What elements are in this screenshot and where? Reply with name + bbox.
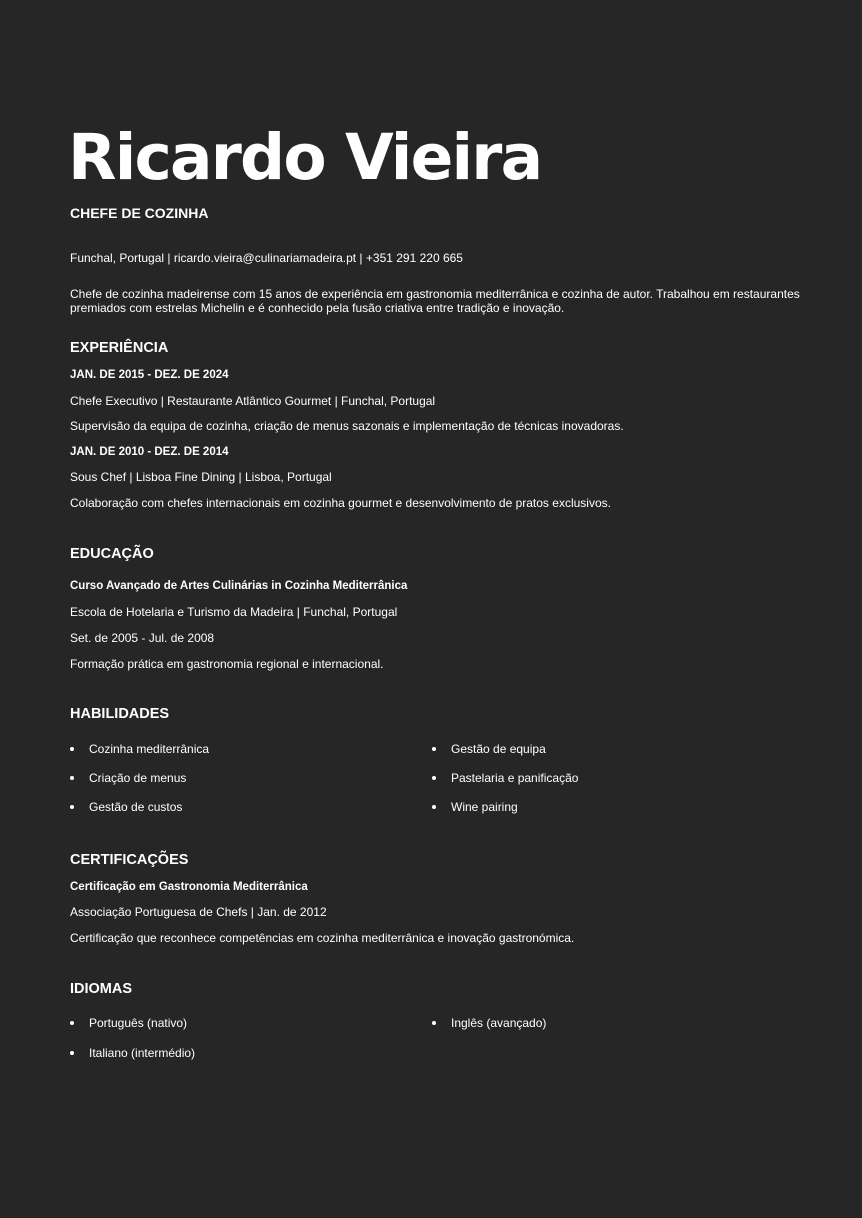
experience-2-role: Sous Chef | Lisboa Fine Dining | Lisboa, Portugal	[70, 470, 332, 484]
languages-heading: IDIOMAS	[70, 981, 133, 997]
bullet-icon	[432, 1021, 436, 1025]
bullet-icon	[432, 776, 436, 780]
certification-description: Certificação que reconhece competências em cozinha mediterrânica e inovação gastronómica.	[70, 931, 575, 945]
education-description: Formação prática em gastronomia regional e internacional.	[70, 657, 384, 671]
language-label: Italiano (intermédio)	[89, 1046, 196, 1060]
experience-heading: EXPERIÊNCIA	[70, 340, 169, 356]
experience-1-dates: JAN. DE 2015 - DEZ. DE 2024	[70, 369, 229, 381]
experience-1-role: Chefe Executivo | Restaurante Atlântico Gourmet | Funchal, Portugal	[70, 394, 436, 408]
bullet-icon	[70, 1051, 74, 1055]
bullet-icon	[70, 805, 74, 809]
contact-line: Funchal, Portugal | ricardo.vieira@culinariamadeira.pt | +351 291 220 665	[70, 251, 463, 265]
skill-label: Gestão de custos	[89, 800, 183, 814]
experience-2-description: Colaboração com chefes internacionais em cozinha gourmet e desenvolvimento de pratos exclusivos.	[70, 496, 611, 510]
skill-label: Wine pairing	[451, 800, 518, 814]
language-label: Inglês (avançado)	[451, 1016, 547, 1030]
skill-label: Gestão de equipa	[451, 742, 546, 756]
bullet-icon	[70, 1021, 74, 1025]
bullet-icon	[70, 776, 74, 780]
bullet-icon	[70, 747, 74, 751]
job-title: CHEFE DE COZINHA	[70, 205, 209, 221]
experience-1-description: Supervisão da equipa de cozinha, criação de menus sazonais e implementação de técnicas inovadoras.	[70, 419, 624, 433]
skill-label: Cozinha mediterrânica	[89, 742, 210, 756]
language-label: Português (nativo)	[89, 1016, 188, 1030]
certification-name: Certificação em Gastronomia Mediterrânica	[70, 881, 308, 893]
education-course: Curso Avançado de Artes Culinárias in Cozinha Mediterrânica	[70, 580, 408, 592]
certifications-heading: CERTIFICAÇÕES	[70, 852, 189, 868]
education-dates: Set. de 2005 - Jul. de 2008	[70, 631, 215, 645]
experience-2-dates: JAN. DE 2010 - DEZ. DE 2014	[70, 446, 229, 458]
education-school: Escola de Hotelaria e Turismo da Madeira | Funchal, Portugal	[70, 605, 398, 619]
certification-issuer: Associação Portuguesa de Chefs | Jan. de 2012	[70, 905, 327, 919]
bullet-icon	[432, 747, 436, 751]
bullet-icon	[432, 805, 436, 809]
skill-label: Pastelaria e panificação	[451, 771, 579, 785]
candidate-name: Ricardo Vieira	[68, 121, 542, 194]
skill-label: Criação de menus	[89, 771, 187, 785]
education-heading: EDUCAÇÃO	[70, 546, 154, 562]
skills-heading: HABILIDADES	[70, 706, 170, 722]
profile-summary: Chefe de cozinha madeirense com 15 anos de experiência em gastronomia mediterrânica e cozinha de autor. Trabalhou em restaurantes premiados com estrelas Michelin e é conhecido pela fusão criativa entre tradição e inovação.	[70, 287, 800, 315]
